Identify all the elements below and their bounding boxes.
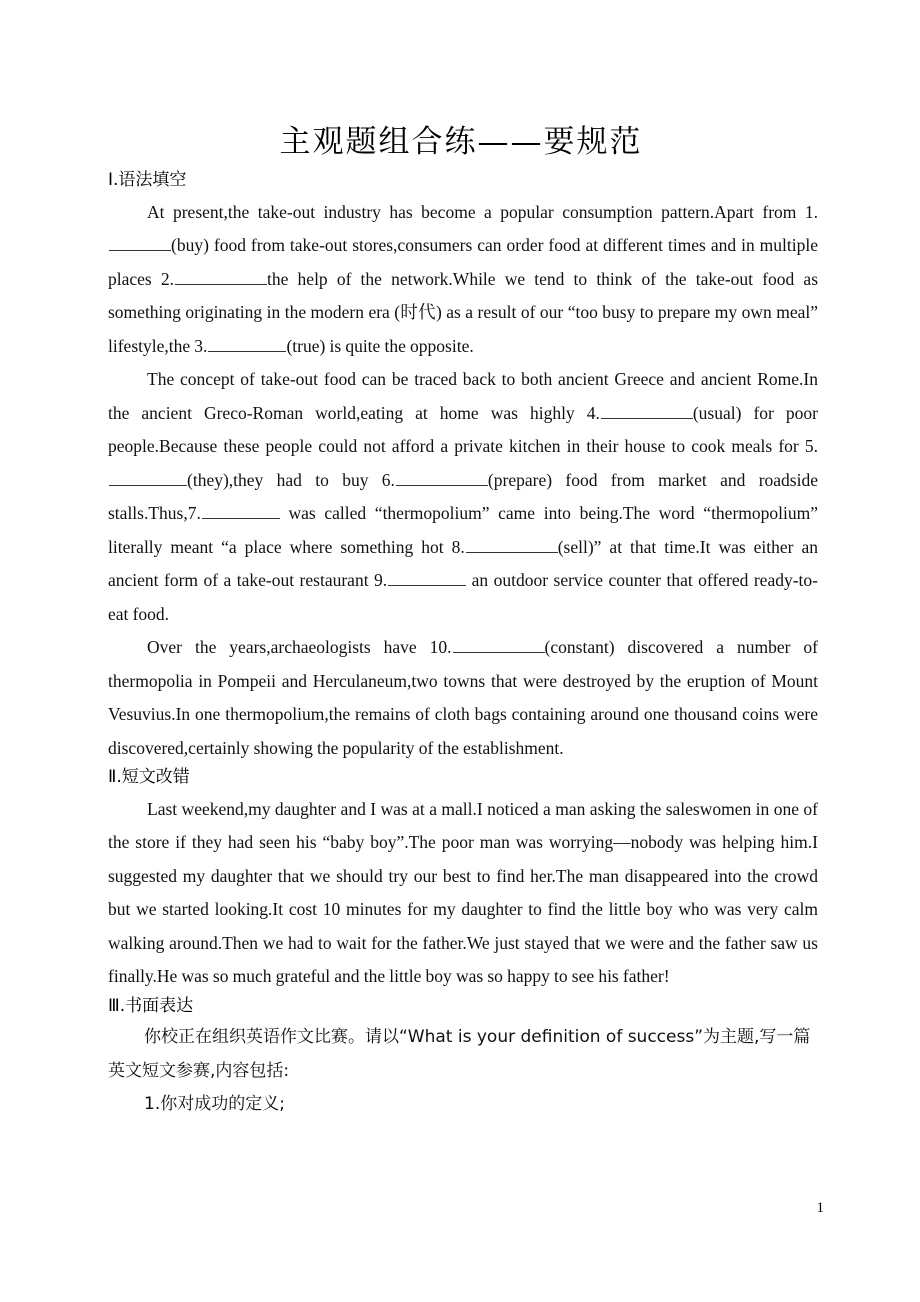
grammar-blank-3[interactable] — [208, 334, 286, 351]
grammar-blank-9[interactable] — [388, 569, 466, 586]
page-number: 1 — [816, 1200, 824, 1216]
grammar-paragraph-3 — [108, 631, 818, 765]
section-heading-proofreading: Ⅱ.短文改错 — [108, 767, 190, 787]
section-heading-writing: Ⅲ.书面表达 — [108, 995, 194, 1016]
grammar-blank-7[interactable] — [202, 502, 280, 519]
grammar-p2-text-g: an outdoor service counter that offered ready-to-eat food. — [108, 570, 818, 624]
grammar-p1-text-d: (true) is quite the opposite. — [286, 335, 474, 356]
proofreading-paragraph: Last weekend,my daughter and I was at a mall.I noticed a man asking the saleswomen in one of the store if they had seen his “baby boy”.The poor man was worrying—nobody was helping him.I suggested my daughter that we should try our best to find her.The man disappeared into the crowd but we started looking.It cost 10 minutes for my daughter to find the little boy who was very calm walking around.Then we had to wait for the father.We just stayed that we were and the father saw us finally.He was so much grateful and the little boy was so happy to see his father! — [108, 798, 818, 986]
grammar-p1-text-b: (buy) food from take-out stores,consumers can order food at different times and in multiple places 2. — [108, 235, 818, 289]
writing-prompt: 你校正在组织英语作文比赛。请以“What is your definition of success”为主题,写一篇英文短文参赛,内容包括: — [108, 1027, 811, 1081]
grammar-p3-text-a: Over the years,archaeologists have 10. — [147, 637, 452, 657]
grammar-p2-text-c: (they),they had to buy 6. — [187, 469, 395, 490]
grammar-blank-8[interactable] — [466, 535, 558, 552]
grammar-blank-6[interactable] — [396, 468, 488, 485]
grammar-blank-2[interactable] — [175, 267, 267, 284]
grammar-p2-text-f: (sell)” at that time.It was either an ancient form of a take-out restaurant 9. — [108, 536, 818, 590]
grammar-blank-10[interactable] — [453, 636, 545, 653]
grammar-blank-1[interactable] — [109, 234, 171, 251]
section-heading-grammar: Ⅰ.语法填空 — [108, 170, 187, 190]
grammar-paragraph-1 — [108, 196, 818, 364]
grammar-p2-text-e: was called “thermopolium” came into being.The word “thermopolium” literally meant “a place where something hot 8. — [108, 503, 818, 557]
page-title: 主观题组合练——要规范 — [279, 124, 643, 160]
writing-item-1: 1.你对成功的定义; — [144, 1094, 285, 1114]
grammar-p2-text-b: (usual) for poor people.Because these people could not afford a private kitchen in their house to cook meals for 5. — [108, 402, 818, 456]
grammar-blank-5[interactable] — [109, 468, 187, 485]
grammar-blank-4[interactable] — [601, 401, 693, 418]
document-body — [108, 168, 818, 1122]
grammar-p3-text-b: (constant) discovered a number of thermopolia in Pompeii and Herculaneum,two towns that were destroyed by the eruption of Mount Vesuvius.In one thermopolium,the remains of cloth bags containing around one thousand coins were discovered,certainly showing the popularity of the establishment. — [108, 637, 818, 758]
grammar-p1-text-c: the help of the network.While we tend to think of the take-out food as something originating in the modern era (时代) as a result of our “too busy to prepare my own meal” lifestyle,the 3. — [108, 268, 819, 356]
grammar-p1-text-a: At present,the take-out industry has become a popular consumption pattern.Apart from 1. — [147, 201, 818, 222]
grammar-p2-text-d: (prepare) food from market and roadside stalls.Thus,7. — [108, 469, 818, 523]
grammar-paragraph-2 — [108, 363, 818, 631]
grammar-p2-text-a: The concept of take-out food can be traced back to both ancient Greece and ancient Rome.In the ancient Greco-Roman world,eating at home was highly 4. — [108, 369, 818, 423]
